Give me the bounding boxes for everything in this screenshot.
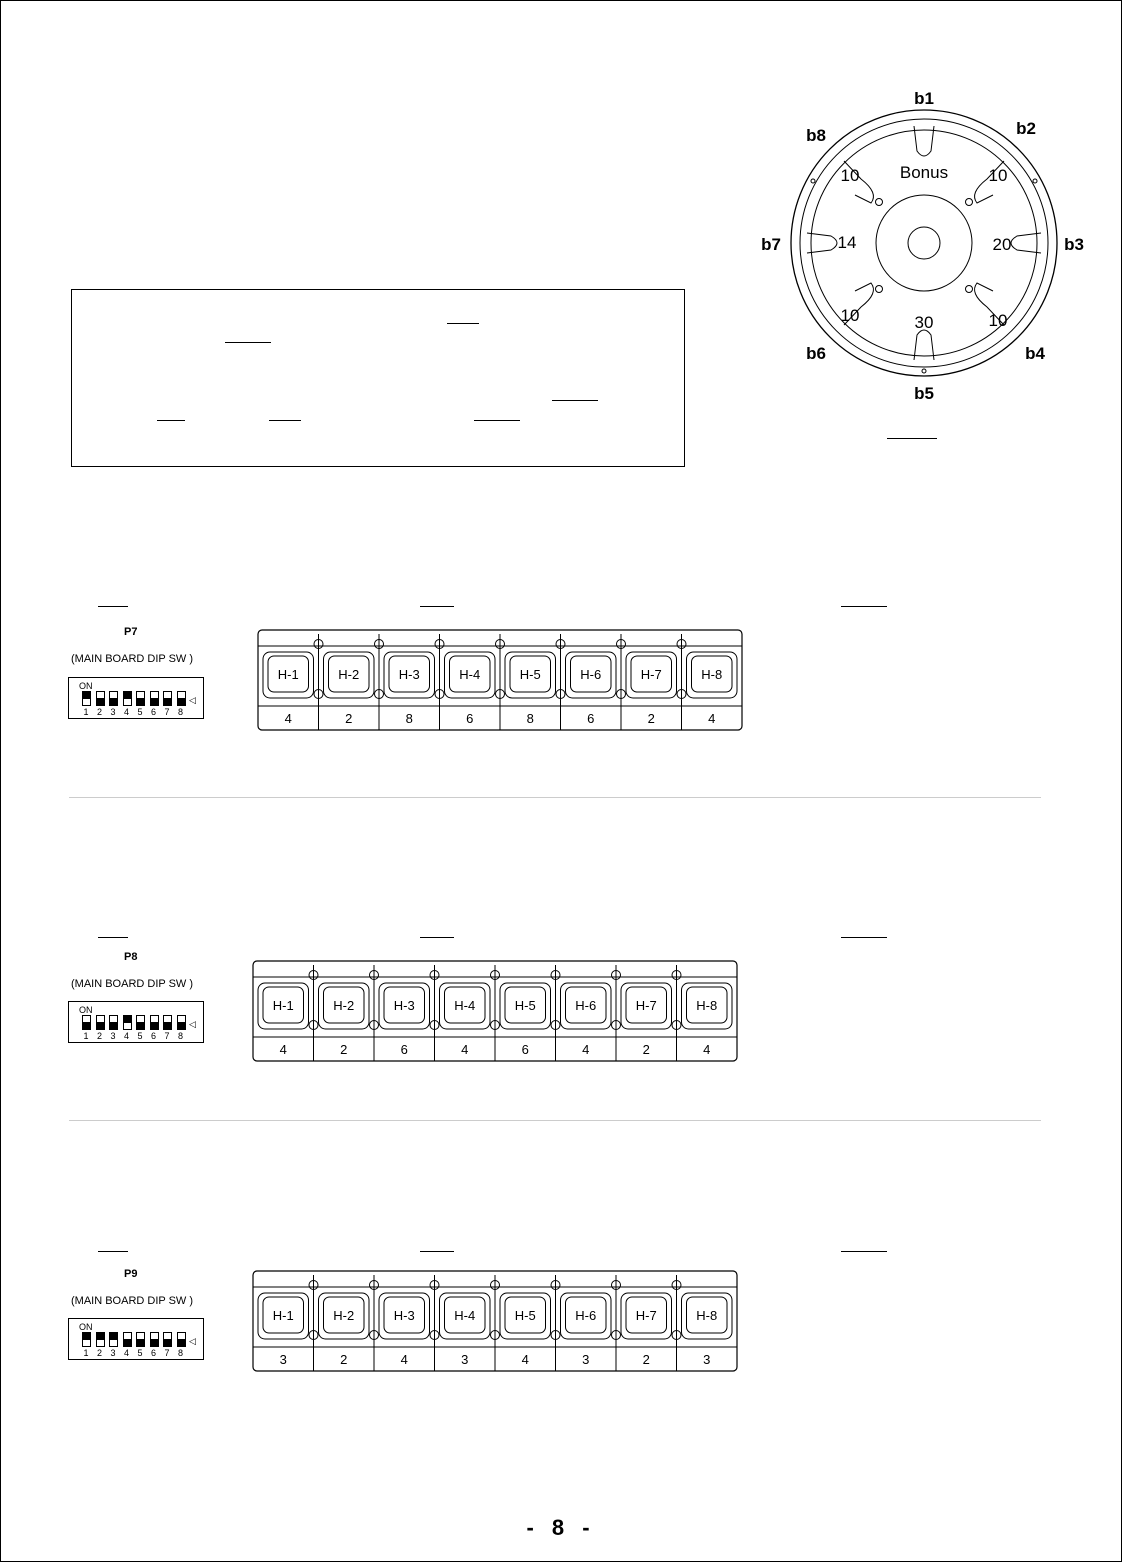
hole-strip (251, 959, 739, 1065)
hole-cell (682, 983, 733, 1057)
hole-label: H-1 (277, 667, 299, 682)
hole-value: 4 (461, 1042, 469, 1057)
hole-cell (687, 652, 738, 726)
dip-switch-toggle (82, 691, 91, 706)
hole-label: H-8 (696, 1308, 718, 1323)
hole-cell (500, 1293, 551, 1367)
hole-value: 4 (400, 1352, 408, 1367)
hole-label: H-4 (459, 667, 481, 682)
dip-switch-number: 5 (137, 707, 143, 717)
note-box (71, 289, 685, 467)
dip-switch-number: 8 (177, 1031, 183, 1041)
dip-switch-toggle (150, 1332, 159, 1347)
dip-switch-toggle (150, 1015, 159, 1030)
dip-switch-toggle (96, 1015, 105, 1030)
dip-switch-toggle (109, 1015, 118, 1030)
blank-underline (447, 323, 479, 324)
dip-switch (68, 677, 204, 719)
dip-arrow-icon: ◁ (189, 1336, 196, 1346)
dip-switch-toggle (96, 1332, 105, 1347)
hole-value: 2 (345, 711, 353, 726)
hole-value: 2 (340, 1352, 348, 1367)
hole-cell (324, 652, 375, 726)
dip-switch-number: 7 (164, 707, 170, 717)
wheel-pos-b4: b4 (1025, 344, 1045, 363)
hole-cell (263, 652, 314, 726)
hole-label: H-2 (338, 667, 360, 682)
dip-switch-number: 6 (150, 1348, 156, 1358)
hole-label: H-4 (454, 998, 476, 1013)
page-number: - 8 - (526, 1515, 596, 1540)
hole-cell (621, 1293, 672, 1367)
hole-cell (500, 983, 551, 1057)
dip-switch-number: 7 (164, 1031, 170, 1041)
dip-switch-toggle (82, 1332, 91, 1347)
hole-cell (561, 983, 612, 1057)
hole-value: 3 (461, 1352, 469, 1367)
wheel-segment-value: 10 (840, 306, 860, 325)
hole-label: H-8 (701, 667, 723, 682)
hole-strip (251, 1269, 739, 1375)
hole-cell (682, 1293, 733, 1367)
blank-underline (841, 606, 887, 607)
blank-underline (269, 420, 301, 421)
blank-underline (225, 342, 271, 343)
dip-on-label: ON (79, 681, 93, 691)
dip-switch-number: 4 (123, 1348, 129, 1358)
dip-switch-toggle (177, 1332, 186, 1347)
hole-label: H-6 (575, 998, 597, 1013)
wheel-segment-value: 10 (988, 166, 1008, 185)
hole-value: 8 (405, 711, 413, 726)
wheel-diagram (751, 81, 1101, 461)
dip-arrow-icon: ◁ (189, 695, 196, 705)
dip-switch-toggle (177, 691, 186, 706)
blank-underline (98, 606, 128, 607)
wheel-pos-b6: b6 (806, 344, 826, 363)
dip-switch-number: 8 (177, 707, 183, 717)
blank-underline (157, 420, 185, 421)
dip-switch-toggle (82, 1015, 91, 1030)
dip-switch-number: 8 (177, 1348, 183, 1358)
wheel-pos-b1: b1 (914, 89, 934, 108)
hole-cell (319, 983, 370, 1057)
dip-switch-number: 1 (83, 1031, 89, 1041)
hole-cell (384, 652, 435, 726)
hole-label: H-4 (454, 1308, 476, 1323)
dip-switch-toggle (123, 1015, 132, 1030)
dip-switch-number: 7 (164, 1348, 170, 1358)
dip-switch-toggle (150, 691, 159, 706)
wheel-segment-value: 20 (992, 235, 1012, 254)
dip-switch-number: 5 (137, 1031, 143, 1041)
blank-underline (841, 937, 887, 938)
hole-value: 4 (703, 1042, 711, 1057)
dip-switch-number: 3 (110, 1348, 116, 1358)
hole-label: H-6 (575, 1308, 597, 1323)
dip-on-label: ON (79, 1322, 93, 1332)
hole-cell (621, 983, 672, 1057)
dip-switch-number: 5 (137, 1348, 143, 1358)
dip-switch-toggle (109, 691, 118, 706)
hole-cell (440, 1293, 491, 1367)
wheel-segment-value: 10 (840, 166, 860, 185)
dip-switch-toggle (123, 691, 132, 706)
hole-cell (566, 652, 617, 726)
hole-value: 6 (466, 711, 474, 726)
hole-label: H-1 (272, 1308, 294, 1323)
wheel-pos-b8: b8 (806, 126, 826, 145)
hole-label: H-5 (519, 667, 541, 682)
hole-label: H-5 (514, 998, 536, 1013)
blank-underline (841, 1251, 887, 1252)
wheel-segment-bonus: Bonus (899, 163, 949, 182)
hole-value: 4 (279, 1042, 287, 1057)
hole-value: 6 (587, 711, 595, 726)
blank-underline (887, 438, 937, 439)
wheel-pos-b5: b5 (914, 384, 934, 403)
wheel-segment-value: 14 (837, 233, 857, 252)
hole-value: 3 (582, 1352, 590, 1367)
blank-underline (420, 937, 454, 938)
hole-value: 4 (284, 711, 292, 726)
wheel-segment-value: 10 (988, 311, 1008, 330)
hole-label: H-2 (333, 1308, 355, 1323)
dip-switch-number: 4 (123, 707, 129, 717)
dip-switch (68, 1001, 204, 1043)
dip-switch-number: 2 (96, 1348, 102, 1358)
dip-switch-caption: (MAIN BOARD DIP SW ) (71, 978, 194, 990)
hole-label: H-3 (393, 998, 415, 1013)
dip-on-label: ON (79, 1005, 93, 1015)
hole-cell (505, 652, 556, 726)
hole-value: 2 (340, 1042, 348, 1057)
hole-value: 2 (642, 1352, 650, 1367)
setting-title: P9 (124, 1268, 138, 1280)
hole-label: H-1 (272, 998, 294, 1013)
hole-cell (379, 1293, 430, 1367)
dip-switch-caption: (MAIN BOARD DIP SW ) (71, 653, 194, 665)
wheel-pos-b3: b3 (1064, 235, 1084, 254)
hole-label: H-3 (398, 667, 420, 682)
blank-underline (420, 606, 454, 607)
hole-value: 2 (647, 711, 655, 726)
dip-switch-toggle (163, 1015, 172, 1030)
wheel-pos-b7: b7 (761, 235, 781, 254)
dip-switch-number: 6 (150, 707, 156, 717)
hole-label: H-7 (640, 667, 662, 682)
hole-label: H-7 (635, 1308, 657, 1323)
blank-underline (474, 420, 520, 421)
section-divider (69, 797, 1041, 798)
dip-switch-toggle (123, 1332, 132, 1347)
hole-cell (561, 1293, 612, 1367)
section-divider (69, 1120, 1041, 1121)
hole-label: H-5 (514, 1308, 536, 1323)
hole-cell (258, 983, 309, 1057)
hole-cell (319, 1293, 370, 1367)
hole-label: H-8 (696, 998, 718, 1013)
hole-value: 8 (526, 711, 534, 726)
setting-title: P7 (124, 626, 138, 638)
dip-switch-toggle (163, 691, 172, 706)
blank-underline (98, 937, 128, 938)
hole-cell (440, 983, 491, 1057)
hole-value: 4 (582, 1042, 590, 1057)
dip-switch-toggle (109, 1332, 118, 1347)
hole-strip (256, 628, 744, 734)
dip-switch-number: 3 (110, 707, 116, 717)
dip-switch-number: 1 (83, 707, 89, 717)
dip-switch-toggle (136, 1015, 145, 1030)
hole-value: 4 (521, 1352, 529, 1367)
dip-switch-number: 2 (96, 707, 102, 717)
hole-value: 4 (708, 711, 716, 726)
hole-cell (379, 983, 430, 1057)
hole-value: 6 (521, 1042, 529, 1057)
wheel-pos-b2: b2 (1016, 119, 1036, 138)
hole-label: H-2 (333, 998, 355, 1013)
hole-cell (445, 652, 496, 726)
dip-switch-toggle (96, 691, 105, 706)
blank-underline (98, 1251, 128, 1252)
dip-switch-toggle (177, 1015, 186, 1030)
hole-value: 3 (703, 1352, 711, 1367)
dip-switch-toggle (163, 1332, 172, 1347)
dip-switch-toggle (136, 691, 145, 706)
hole-cell (258, 1293, 309, 1367)
dip-switch (68, 1318, 204, 1360)
dip-switch-number: 3 (110, 1031, 116, 1041)
blank-underline (420, 1251, 454, 1252)
blank-underline (552, 400, 598, 401)
dip-switch-number: 1 (83, 1348, 89, 1358)
dip-switch-number: 2 (96, 1031, 102, 1041)
setting-title: P8 (124, 951, 138, 963)
hole-value: 2 (642, 1042, 650, 1057)
dip-arrow-icon: ◁ (189, 1019, 196, 1029)
dip-switch-number: 6 (150, 1031, 156, 1041)
hole-label: H-7 (635, 998, 657, 1013)
hole-value: 6 (400, 1042, 408, 1057)
dip-switch-caption: (MAIN BOARD DIP SW ) (71, 1295, 194, 1307)
hole-label: H-6 (580, 667, 602, 682)
dip-switch-toggle (136, 1332, 145, 1347)
hole-value: 3 (279, 1352, 287, 1367)
wheel-segment-value: 30 (914, 313, 934, 332)
hole-label: H-3 (393, 1308, 415, 1323)
dip-switch-number: 4 (123, 1031, 129, 1041)
hole-cell (626, 652, 677, 726)
